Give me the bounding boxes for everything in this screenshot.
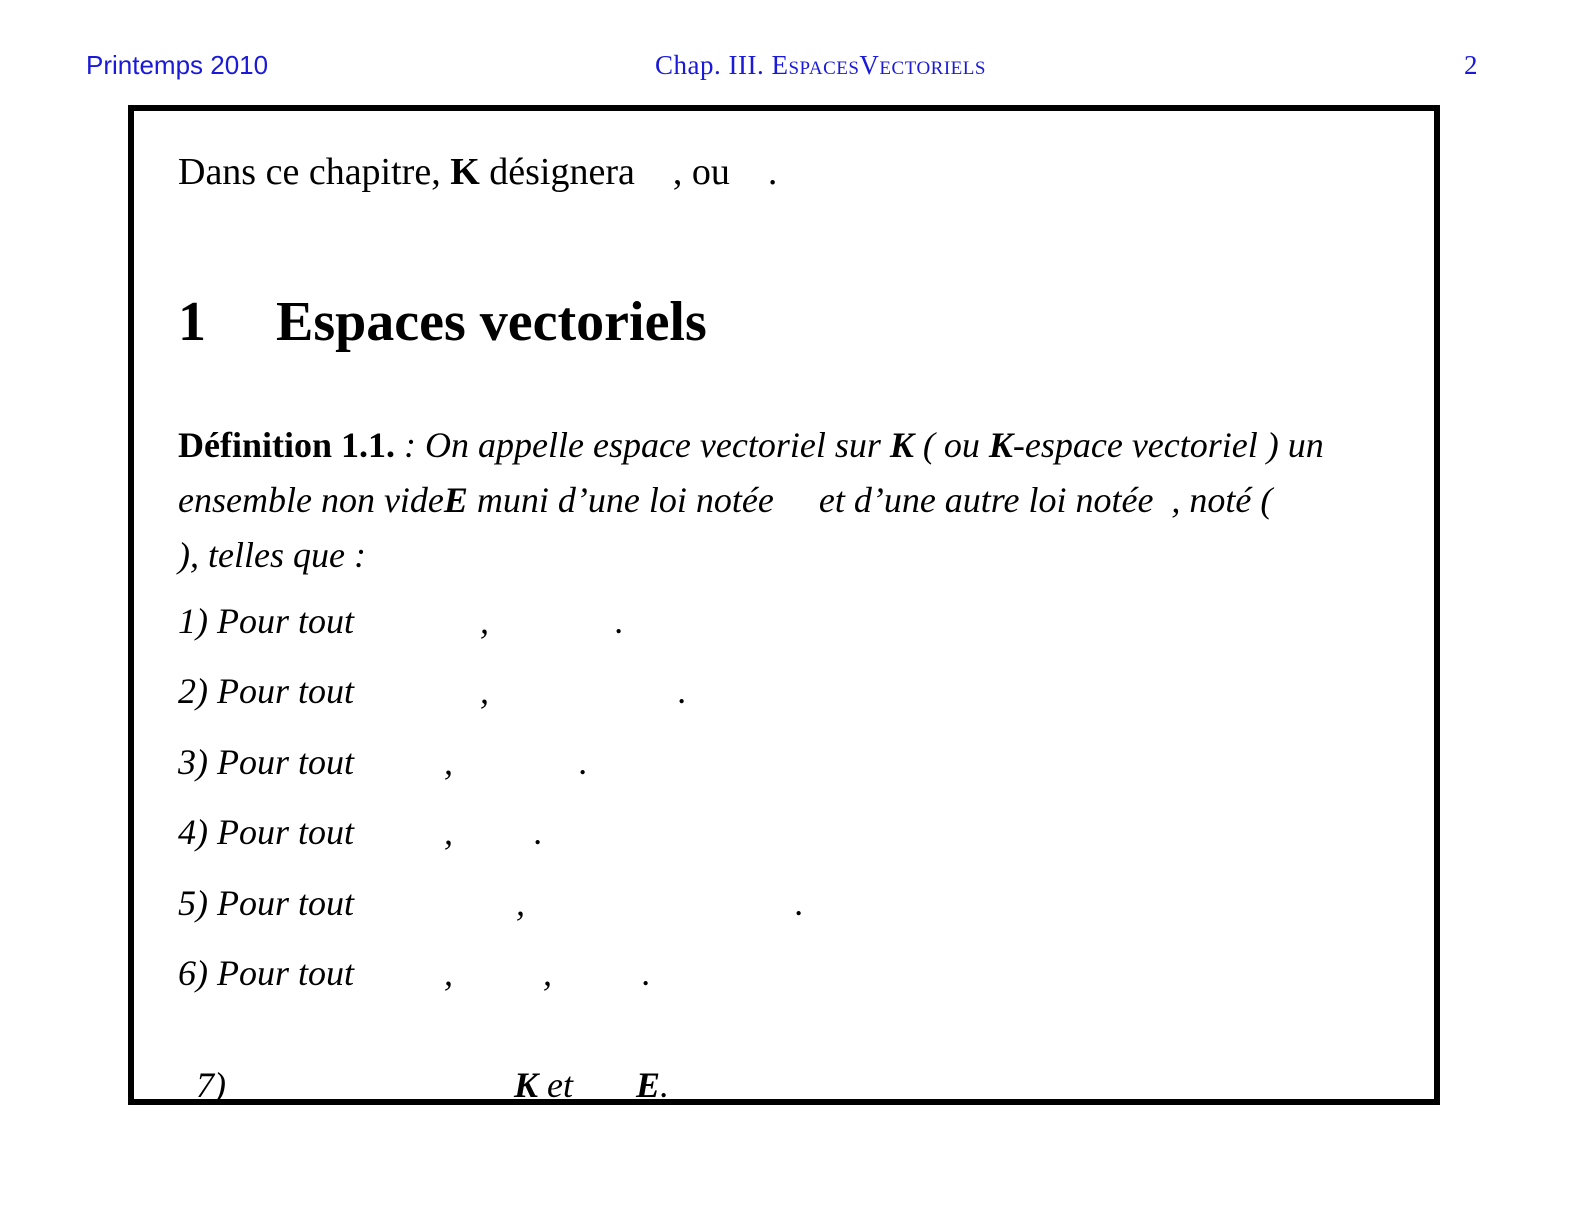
definition-E: E	[443, 480, 468, 520]
definition-K-2: K	[988, 425, 1013, 465]
definition-label: Définition 1.1.	[178, 425, 396, 465]
axiom-7-mid: et	[538, 1065, 636, 1105]
section-heading	[178, 290, 707, 354]
axiom-6: 6) Pour tout , , .	[178, 953, 651, 993]
axiom-7-E: E	[636, 1065, 661, 1105]
axiom-7-K: K	[514, 1065, 539, 1105]
definition-K-1: K	[889, 425, 914, 465]
axiom-7-prefix: 7)	[196, 1065, 514, 1105]
chapter-prefix: Chap. III.	[655, 50, 772, 80]
axiom-7-suffix: .	[660, 1065, 670, 1105]
intro-text	[178, 150, 777, 194]
header-left: Printemps 2010	[86, 50, 269, 80]
axiom-7	[178, 1022, 669, 1106]
definition-part-1: : On appelle espace vectoriel sur	[395, 425, 890, 465]
intro-part-2: désignera , ou .	[479, 151, 778, 193]
definition-part-3: -espace vectoriel ) un ensemble non vide	[178, 425, 1324, 520]
definition-part-4: muni d’une loi notée et d’une autre loi notée , noté ( ), telles que :	[178, 480, 1372, 575]
axiom-5: 5) Pour tout , .	[178, 883, 804, 923]
section-number: 1	[178, 291, 206, 353]
axiom-4: 4) Pour tout , .	[178, 812, 543, 852]
intro-part-1: Dans ce chapitre,	[178, 151, 451, 193]
page-number: 2	[1464, 50, 1478, 80]
definition-block	[178, 418, 1388, 583]
section-title: Espaces vectoriels	[276, 291, 707, 353]
definition-part-2: ( ou	[913, 425, 989, 465]
header-chapter-title	[655, 50, 986, 81]
intro-K: K	[450, 151, 480, 193]
chapter-name: EspacesVectoriels	[771, 50, 986, 80]
axiom-3: 3) Pour tout , .	[178, 742, 588, 782]
axiom-1: 1) Pour tout , .	[178, 601, 624, 641]
axiom-2: 2) Pour tout , .	[178, 671, 687, 711]
